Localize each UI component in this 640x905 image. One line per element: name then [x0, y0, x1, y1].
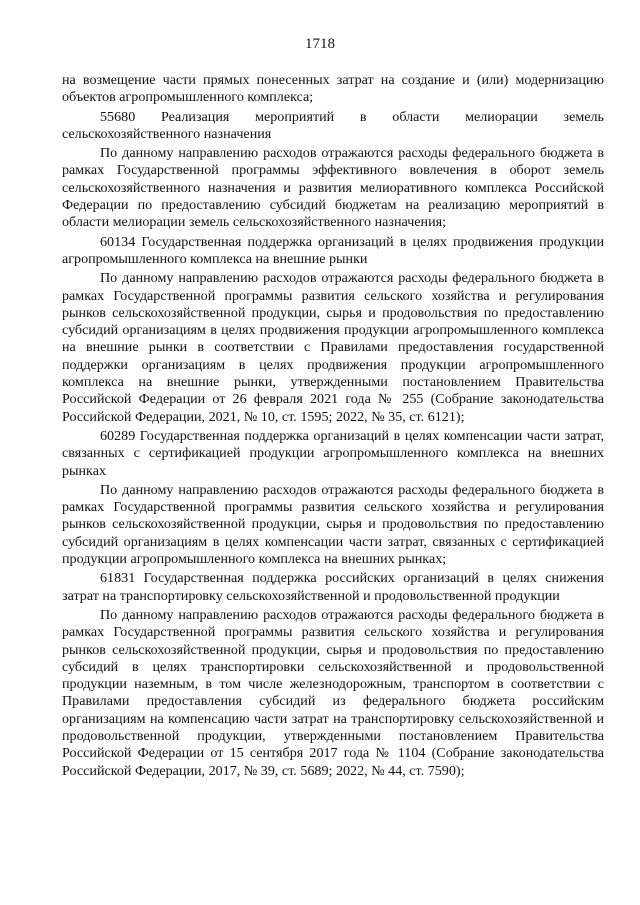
paragraph-61831-description: По данному направлению расходов отражаются расходы федерального бюджета в рамках Государственной программы развития сельского хозяйства и регулирования рынков сельскохозяйственной продукции, сырья и продовольствия по предоставлению субсидий в целях транспортировки сельскохозяйственной и продовольственной продукции наземным, в том числе железнодорожным, транспортом в соответствии с Правилами предоставления субсидий из федерального бюджета российским организациям на компенсацию части затрат на транспортировку сельскохозяйственной и продовольственной продукции, утвержденными постановлением Правительства Российской Федерации от 15 сентября 2017 года № 1104 (Собрание законодательства Российской Федерации, 2017, № 39, ст. 5689; 2022, № 44, ст. 7590);	[62, 606, 604, 779]
paragraph-60289-description: По данному направлению расходов отражаются расходы федерального бюджета в рамках Государственной программы развития сельского хозяйства и регулирования рынков сельскохозяйственной продукции, сырья и продовольствия по предоставлению субсидий организациям в целях компенсации части затрат, связанных с сертификацией продукции агропромышленного комплекса на внешних рынках;	[62, 481, 604, 568]
paragraph-continuation: на возмещение части прямых понесенных затрат на создание и (или) модернизацию объектов агропромышленного комплекса;	[62, 72, 604, 106]
paragraph-55680-description: По данному направлению расходов отражаются расходы федерального бюджета в рамках Государственной программы эффективного вовлечения в оборот земель сельскохозяйственного назначения и развития мелиоративного комплекса Российской Федерации по предоставлению субсидий бюджетам на реализацию мероприятий в области мелиорации земель сельскохозяйственного назначения;	[62, 145, 604, 231]
heading-60289: 60289 Государственная поддержка организаций в целях компенсации части затрат, связанных с сертификацией продукции агропромышленного комплекса на внешних рынках	[62, 427, 604, 479]
page-number: 1718	[305, 36, 335, 52]
heading-61831: 61831 Государственная поддержка российских организаций в целях снижения затрат на транспортировку сельскохозяйственной и продовольственной продукции	[62, 570, 604, 604]
heading-60134: 60134 Государственная поддержка организаций в целях продвижения продукции агропромышленного комплекса на внешние рынки	[62, 233, 604, 267]
heading-55680: 55680 Реализация мероприятий в области мелиорации земель сельскохозяйственного назначения	[62, 108, 604, 142]
paragraph-60134-description: По данному направлению расходов отражаются расходы федерального бюджета в рамках Государственной программы развития сельского хозяйства и регулирования рынков сельскохозяйственной продукции, сырья и продовольствия по предоставлению субсидий организациям в целях продвижения продукции агропромышленного комплекса на внешние рынки в соответствии с Правилами предоставления государственной поддержки организациям в целях продвижения продукции агропромышленного комплекса на внешние рынки, утвержденными постановлением Правительства Российской Федерации от 26 февраля 2021 года № 255 (Собрание законодательства Российской Федерации, 2021, № 10, ст. 1595; 2022, № 35, ст. 6121);	[62, 270, 604, 425]
document-body	[62, 72, 604, 780]
